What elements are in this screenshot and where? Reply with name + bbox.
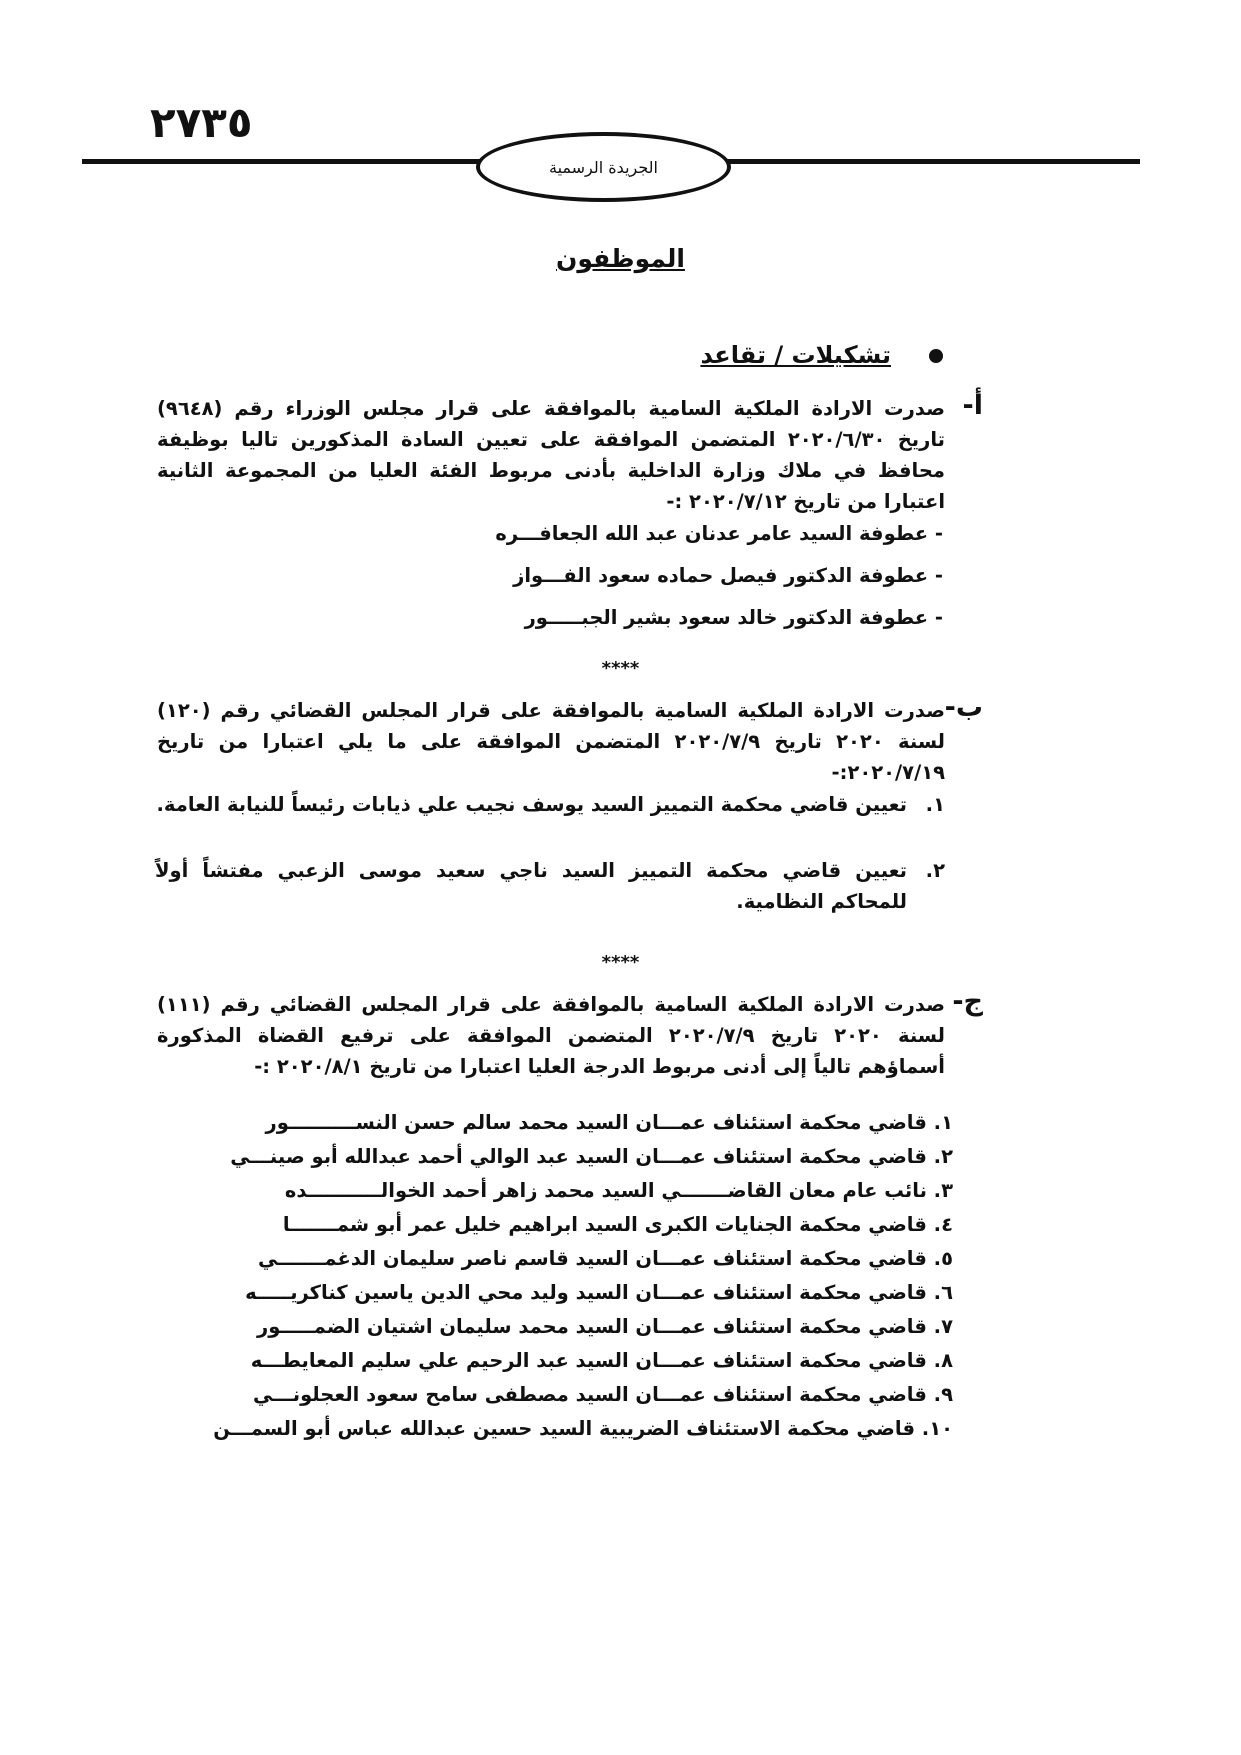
item-text: تعيين قاضي محكمة التمييز السيد ناجي سعيد موسى الزعبي مفتشاً أولاً للمحاكم النظامية. xyxy=(155,859,907,913)
subsection-heading xyxy=(700,341,943,369)
section-a-paragraph: صدرت الارادة الملكية السامية بالموافقة على قرار مجلس الوزراء رقم (٩٦٤٨) تاريخ ٢٠٢٠/٦/٣٠ المتضمن الموافقة على تعيين السادة المذكورين تاليا بوظيفة محافظ في ملاك وزارة الداخلية بأدنى مربوط الفئة العليا من المجموعة الثانية اعتبارا من تاريخ ٢٠٢٠/٧/١٢ :- xyxy=(157,397,945,513)
bullet-icon xyxy=(929,349,943,363)
list-item: ٥. قاضي محكمة استئناف عمـــان السيد قاسم ناصر سليمان الدغمـــــــي xyxy=(258,1247,953,1270)
list-item: - عطوفة الدكتور خالد سعود بشير الجبـــــور xyxy=(524,606,943,629)
section-c-marker: ج- xyxy=(952,986,983,1017)
item-number: ٢. xyxy=(925,859,945,882)
section-b-item-2 xyxy=(155,855,945,917)
subsection-title: تشكيلات / تقاعد xyxy=(700,341,891,369)
list-item: ٤. قاضي محكمة الجنايات الكبرى السيد ابراهيم خليل عمر أبو شمـــــــا xyxy=(282,1213,953,1236)
section-title: الموظفون xyxy=(556,244,685,273)
page-number: ٢٧٣٥ xyxy=(150,98,253,147)
list-item: ٨. قاضي محكمة استئناف عمـــان السيد عبد الرحيم علي سليم المعايطـــه xyxy=(250,1349,953,1372)
list-item: ٩. قاضي محكمة استئناف عمـــان السيد مصطفى سامح سعود العجلونـــي xyxy=(253,1383,953,1406)
list-item: ١٠. قاضي محكمة الاستئناف الضريبية السيد حسين عبدالله عباس أبو السمـــن xyxy=(213,1417,953,1440)
list-item: ٣. نائب عام معان القاضـــــــي السيد محمد زاهر أحمد الخوالـــــــــــده xyxy=(284,1179,953,1202)
list-item: ٧. قاضي محكمة استئناف عمـــان السيد محمد سليمان اشتيان الضمـــــور xyxy=(257,1315,953,1338)
list-item: - عطوفة السيد عامر عدنان عبد الله الجعافـــره xyxy=(495,522,943,545)
section-c-paragraph: صدرت الارادة الملكية السامية بالموافقة على قرار المجلس القضائي رقم (١١١) لسنة ٢٠٢٠ تاريخ ٢٠٢٠/٧/٩ المتضمن الموافقة على ترفيع القضاة المذكورة أسماؤهم تالياً إلى أدنى مربوط الدرجة العليا اعتبارا من تاريخ ٢٠٢٠/٨/١ :- xyxy=(157,993,945,1078)
section-b-item-1 xyxy=(155,789,945,820)
list-item: - عطوفة الدكتور فيصل حماده سعود الفـــواز xyxy=(513,564,943,587)
section-b-marker: ب- xyxy=(944,692,983,723)
separator: **** xyxy=(601,952,640,973)
gazette-name-oval xyxy=(476,132,731,202)
item-number: ١. xyxy=(925,793,945,816)
list-item: ٦. قاضي محكمة استئناف عمـــان السيد وليد محي الدين ياسين كناكريـــــه xyxy=(245,1281,953,1304)
section-a-list xyxy=(495,522,943,648)
item-text: تعيين قاضي محكمة التمييز السيد يوسف نجيب علي ذيابات رئيساً للنيابة العامة. xyxy=(156,793,907,816)
section-a-marker: أ- xyxy=(962,390,983,421)
section-b-paragraph: صدرت الارادة الملكية السامية بالموافقة على قرار المجلس القضائي رقم (١٢٠) لسنة ٢٠٢٠ تاريخ ٢٠٢٠/٧/٩ المتضمن الموافقة على ما يلي اعتبارا من تاريخ ٢٠٢٠/٧/١٩:- xyxy=(157,699,945,784)
gazette-name: الجريدة الرسمية xyxy=(548,157,658,177)
list-item: ٢. قاضي محكمة استئناف عمـــان السيد عبد الوالي أحمد عبدالله أبو صينـــي xyxy=(230,1145,953,1168)
separator: **** xyxy=(601,658,640,679)
section-c-list xyxy=(213,1106,953,1446)
list-item: ١. قاضي محكمة استئناف عمـــان السيد محمد سالم حسن النســــــــــور xyxy=(265,1111,953,1134)
